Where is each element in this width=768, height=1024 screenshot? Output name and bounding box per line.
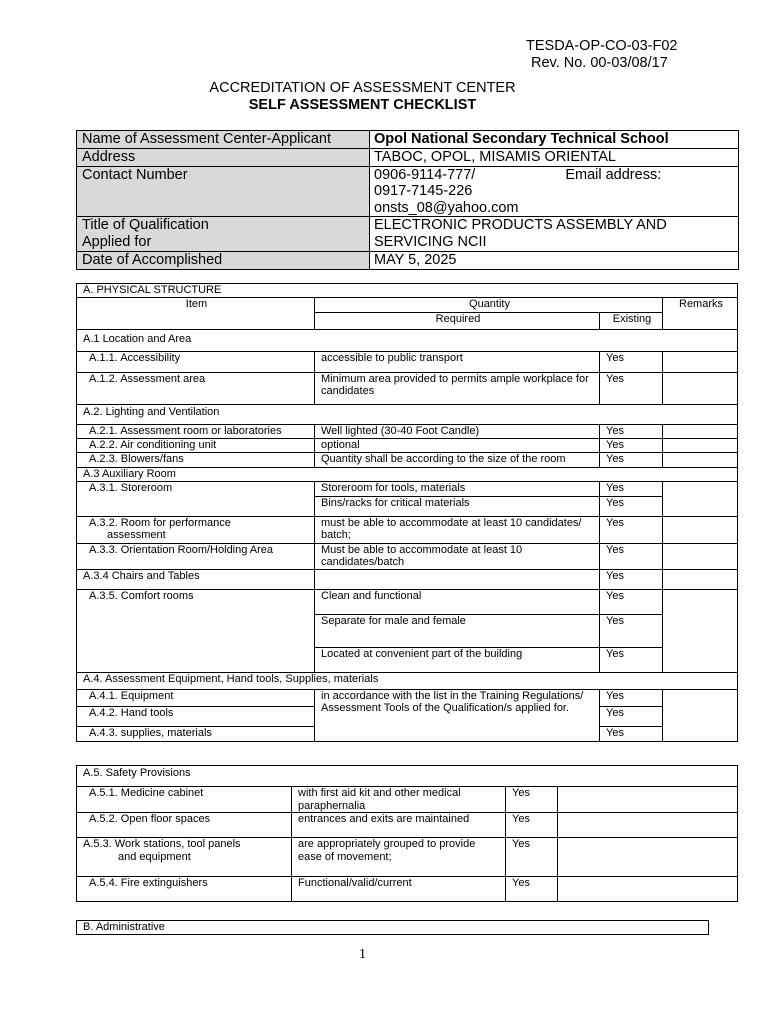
group-title: A.1 Location and Area — [77, 329, 738, 351]
table-row: A.3.3. Orientation Room/Holding Area Must be able to accommodate at least 10 candidates/batch Yes — [77, 543, 738, 569]
table-row: A.1.2. Assessment area Minimum area provided to permits ample workplace for candidates Yes — [77, 372, 738, 404]
name-value: Opol National Secondary Technical School — [370, 131, 739, 149]
safety-provisions-table — [76, 765, 738, 902]
column-header-remarks: Remarks — [663, 297, 738, 329]
address-value: TABOC, OPOL, MISAMIS ORIENTAL — [370, 149, 739, 167]
physical-structure-table — [76, 283, 738, 742]
table-row: A.1.1. Accessibility accessible to public transport Yes — [77, 351, 738, 372]
date-label: Date of Accomplished — [77, 252, 370, 270]
page-title: ACCREDITATION OF ASSESSMENT CENTER — [209, 80, 516, 96]
table-row: Located at convenient part of the building Yes — [77, 647, 738, 672]
document-code: TESDA-OP-CO-03-F02 — [526, 38, 678, 54]
table-row: A.5.2. Open floor spaces entrances and exits are maintained Yes — [77, 813, 738, 838]
table-row: A.3.5. Comfort rooms Clean and functional Yes — [77, 589, 738, 614]
column-header-quantity: Quantity — [315, 297, 663, 312]
name-label: Name of Assessment Center-Applicant — [77, 131, 370, 149]
section-title: B. Administrative — [77, 921, 709, 935]
contact-phone-1: 0906-9114-777/ — [374, 166, 476, 183]
email-label: Email address: — [565, 166, 662, 183]
table-row: A.5.3. Work stations, tool panels and equipment are appropriately grouped to provide ease of movement; Yes — [77, 838, 738, 877]
administrative-table — [76, 920, 709, 935]
contact-value — [370, 166, 739, 217]
page-number: 1 — [359, 947, 366, 962]
table-row: A.2.1. Assessment room or laboratories Well lighted (30-40 Foot Candle) Yes — [77, 424, 738, 438]
table-row: A.2.2. Air conditioning unit optional Yes — [77, 438, 738, 452]
table-row: Separate for male and female Yes — [77, 614, 738, 647]
column-header-existing: Existing — [600, 312, 663, 329]
group-title: A.3 Auxiliary Room — [77, 467, 738, 481]
section-title: A. PHYSICAL STRUCTURE — [77, 284, 738, 298]
table-row: A.4.2. Hand tools Yes — [77, 706, 738, 726]
revision-number: Rev. No. 00-03/08/17 — [531, 55, 668, 71]
qualification-label: Title of Qualification Applied for — [77, 217, 370, 252]
section-title: A.5. Safety Provisions — [77, 766, 738, 787]
table-row: A.3.4 Chairs and Tables Yes — [77, 569, 738, 589]
applicant-info-table — [76, 130, 739, 270]
column-header-required: Required — [315, 312, 600, 329]
table-row: A.5.1. Medicine cabinet with first aid kit and other medical paraphernalia Yes — [77, 787, 738, 813]
table-row: A.4.3. supplies, materials Yes — [77, 726, 738, 741]
contact-label: Contact Number — [77, 166, 370, 217]
table-row: A.5.4. Fire extinguishers Functional/valid/current Yes — [77, 877, 738, 902]
table-row: A.2.3. Blowers/fans Quantity shall be according to the size of the room Yes — [77, 452, 738, 467]
group-title: A.4. Assessment Equipment, Hand tools, Supplies, materials — [77, 672, 738, 689]
group-title: A.2. Lighting and Ventilation — [77, 404, 738, 424]
date-value: MAY 5, 2025 — [370, 252, 739, 270]
table-row: Bins/racks for critical materials Yes — [77, 496, 738, 516]
column-header-item: Item — [77, 297, 315, 329]
page-subtitle: SELF ASSESSMENT CHECKLIST — [248, 97, 477, 113]
table-row: A.4.1. Equipment in accordance with the list in the Training Regulations/ Assessment Tools of the Qualification/s applied for. Yes — [77, 689, 738, 706]
contact-phone-2: 0917-7145-226 — [374, 183, 473, 199]
qualification-value: ELECTRONIC PRODUCTS ASSEMBLY AND SERVICING NCII — [370, 217, 739, 252]
table-row: A.3.1. Storeroom Storeroom for tools, materials Yes — [77, 481, 738, 496]
address-label: Address — [77, 149, 370, 167]
table-row: A.3.2. Room for performance assessment must be able to accommodate at least 10 candidates/ batch; Yes — [77, 516, 738, 543]
email-value: onsts_08@yahoo.com — [374, 199, 519, 216]
